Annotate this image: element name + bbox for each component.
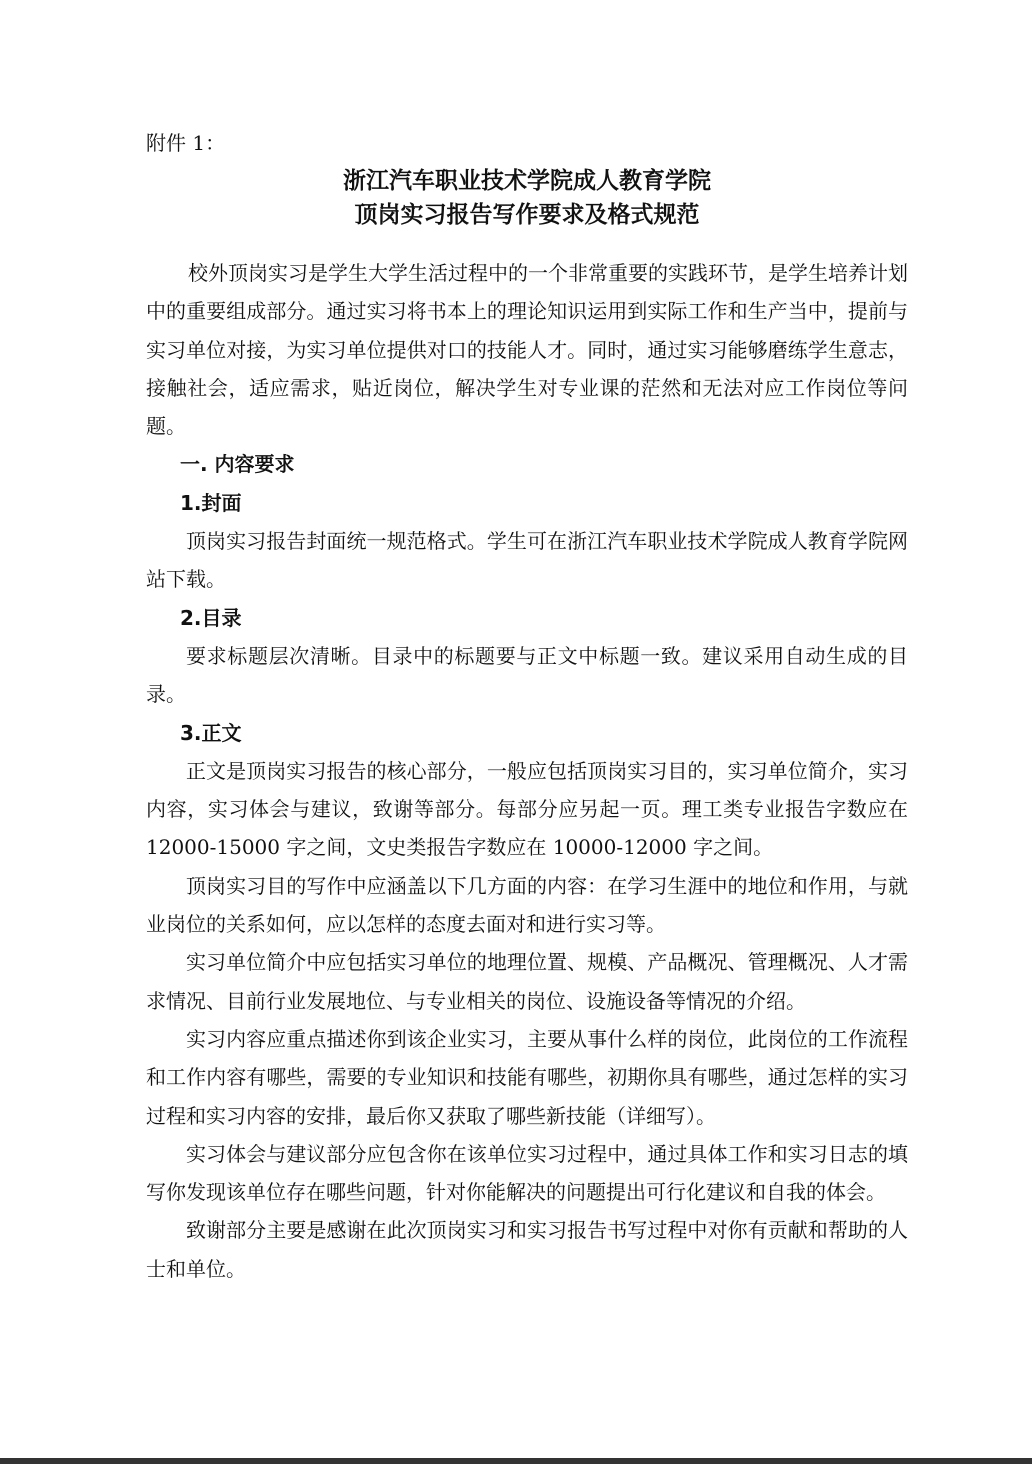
- subheading-toc: 2.目录: [180, 605, 242, 630]
- body-paragraph: 正文是顶岗实习报告的核心部分，一般应包括顶岗实习目的，实习单位简介，实习内容，实习体会与建议，致谢等部分。每部分应另起一页。理工类专业报告字数应在 12000-15000 字之间，文史类报告字数应在 10000-12000 字之间。: [146, 758, 908, 860]
- body-paragraph: 实习单位简介中应包括实习单位的地理位置、规模、产品概况、管理概况、人才需求情况、目前行业发展地位、与专业相关的岗位、设施设备等情况的介绍。: [146, 950, 908, 1013]
- body-paragraph: 致谢部分主要是感谢在此次顶岗实习和实习报告书写过程中对你有贡献和帮助的人士和单位。: [146, 1218, 908, 1281]
- body-paragraph: 实习内容应重点描述你到该企业实习，主要从事什么样的岗位，此岗位的工作流程和工作内容有哪些，需要的专业知识和技能有哪些，初期你具有哪些，通过怎样的实习过程和实习内容的安排，最后你又获取了哪些新技能（详细写）。: [146, 1026, 908, 1128]
- document-title-line2: 顶岗实习报告写作要求及格式规范: [354, 202, 700, 228]
- page-bottom-edge: [0, 1458, 1032, 1464]
- attachment-label: 附件 1：: [146, 131, 226, 155]
- intro-paragraph: 校外顶岗实习是学生大学生活过程中的一个非常重要的实践环节，是学生培养计划中的重要组成部分。通过实习将书本上的理论知识运用到实际工作和生产当中，提前与实习单位对接，为实习单位提供对口的技能人才。同时，通过实习能够磨练学生意志，接触社会，适应需求，贴近岗位，解决学生对专业课的茫然和无法对应工作岗位等问题。: [146, 261, 908, 439]
- document-title-line1: 浙江汽车职业技术学院成人教育学院: [343, 168, 711, 194]
- subheading-cover: 1.封面: [180, 490, 242, 515]
- subheading-body: 3.正文: [180, 720, 242, 745]
- body-paragraph: 实习体会与建议部分应包含你在该单位实习过程中，通过具体工作和实习日志的填写你发现该单位存在哪些问题，针对你能解决的问题提出可行化建议和自我的体会。: [146, 1141, 908, 1205]
- body-paragraph: 顶岗实习目的写作中应涵盖以下几方面的内容：在学习生涯中的地位和作用，与就业岗位的关系如何，应以怎样的态度去面对和进行实习等。: [146, 873, 908, 937]
- toc-paragraph: 要求标题层次清晰。目录中的标题要与正文中标题一致。建议采用自动生成的目录。: [146, 643, 908, 707]
- document-content: [146, 124, 908, 1288]
- section-heading-content-requirements: 一. 内容要求: [180, 452, 295, 477]
- cover-paragraph: 顶岗实习报告封面统一规范格式。学生可在浙江汽车职业技术学院成人教育学院网站下载。: [146, 529, 908, 592]
